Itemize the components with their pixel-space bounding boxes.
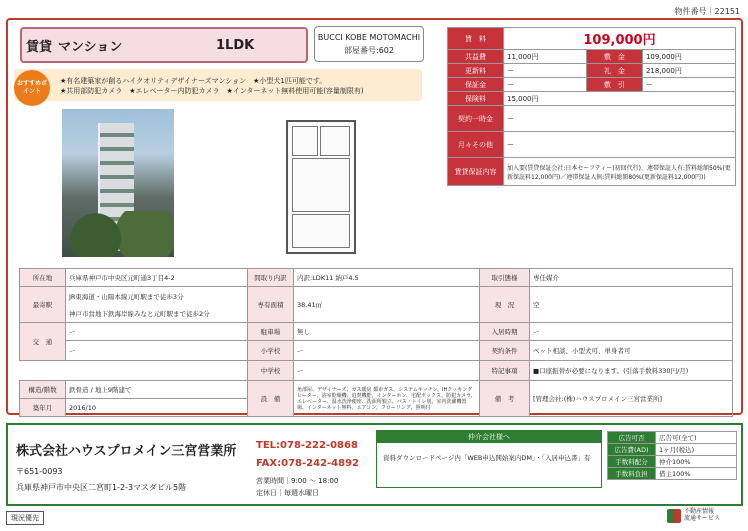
company-name: 株式会社ハウスプロメイン三宮営業所 <box>16 444 237 459</box>
structure-value: 鉄骨造 / 地上9階建て <box>66 381 248 399</box>
transport-1: ー <box>66 323 248 341</box>
ad-label: 広告可否 <box>608 432 656 444</box>
amortization-value: ー <box>642 78 735 92</box>
rent-type: 賃貸 <box>26 39 53 55</box>
recommend-badge-icon: おすすめポイント <box>14 70 50 106</box>
structure-label: 構造/階数 <box>20 381 66 399</box>
transport-2: ー <box>66 341 248 361</box>
contract-fee-value: ー <box>504 106 736 132</box>
rent-value: 109,000円 <box>504 28 736 50</box>
contract-fee-label: 契約一時金 <box>448 106 504 132</box>
holiday-value: 毎週水曜日 <box>284 489 319 497</box>
junior-value: ー <box>294 361 480 381</box>
priority-badge: 現況優先 <box>6 511 44 525</box>
guarantor-label: 賃貸保証内容 <box>448 158 504 186</box>
recommend-line-1: ★有名建築家が創るハイクオリティデザイナーズマンション ★小型犬1匹可能です。 <box>60 77 327 85</box>
business-hours: 営業時間｜9:00 ～ 18:00 <box>256 477 339 485</box>
station-1: JR東海道・山陽本線元町駅まで徒歩3分 <box>69 292 184 301</box>
logo-line-1: 不動産情報 <box>684 508 715 515</box>
deposit-value: 109,000円 <box>642 50 735 64</box>
fee-burden-label: 手数料負担 <box>608 468 656 480</box>
hours-label: 営業時間 <box>256 477 284 485</box>
floor-plan-image <box>286 120 356 254</box>
fee-table <box>607 431 737 480</box>
detail-table <box>19 268 733 417</box>
built-value: 2016/10 <box>66 399 248 417</box>
property-number: 物件番号｜22151 <box>674 7 740 16</box>
common-fee-value: 11,000円 <box>504 50 587 64</box>
logo-line-2: 流通サービス <box>684 515 721 522</box>
parking-label: 駐車場 <box>248 323 294 341</box>
transaction-label: 取引態様 <box>480 269 530 287</box>
ad-amount-value: 1ヶ月(税込) <box>656 444 737 456</box>
insurance-label: 保険料 <box>448 92 504 106</box>
status-label: 現 況 <box>480 287 530 323</box>
holiday-label: 定休日 <box>256 489 277 497</box>
movein-label: 入居時期 <box>480 323 530 341</box>
transaction-value: 専任媒介 <box>530 269 733 287</box>
guarantor-value: 加入要(賃貸保証会社:日本セーフティー(初回代行)、連帯保証人有:賃料総額50%(更新保証料12,000円)／連帯保証人無:賃料総額80%(更新保証料12,000円)) <box>504 158 736 186</box>
hours-value: 9:00 ～ 18:00 <box>291 477 339 485</box>
logo-icon <box>667 509 681 523</box>
area-value: 38.41㎡ <box>294 287 480 323</box>
equipment-value: 角部屋、デザイナーズ、ガス暖房 都市ガス、システムキッチン、IHクッキングヒーター、浴室乾燥機、追焚機能、インターホン、宅配ボックス、防犯カメラ、エレベーター、温水洗浄便座、洗面所独立、バス・トイレ別、室内洗濯機置場、インターネット無料、エアコン、フローリング、照明付 <box>294 381 480 417</box>
conditions-label: 契約条件 <box>480 341 530 361</box>
transport-label: 交 通 <box>20 323 66 361</box>
elementary-label: 小学校 <box>248 341 294 361</box>
parking-value: 無し <box>294 323 480 341</box>
address-label: 所在地 <box>20 269 66 287</box>
holiday: 定休日｜毎週水曜日 <box>256 489 319 497</box>
broker-body: 資料ダウンロードページ内「WEB申込開始案内DM」・「入居申込書」有 <box>383 454 591 462</box>
fee-distribution-label: 手数料配分 <box>608 456 656 468</box>
monthly-other-value: ー <box>504 132 736 158</box>
property-title <box>20 27 308 63</box>
renewal-label: 更新料 <box>448 64 504 78</box>
recommend-line-2: ★共用部防犯カメラ ★エレベーター内防犯カメラ ★インターネット無料使用可能(容量制限有) <box>60 87 364 95</box>
company-address: 兵庫県神戸市中央区二宮町1-2-3マスダビル5階 <box>16 483 187 492</box>
company-logo <box>684 508 720 522</box>
property-kind: マンション <box>58 39 123 55</box>
key-money-label: 礼 金 <box>586 64 642 78</box>
address-value: 兵庫県神戸市中央区元町通3丁目4-2 <box>66 269 248 287</box>
amortization-label: 敷 引 <box>586 78 642 92</box>
property-sheet <box>6 18 743 415</box>
movein-value: ー <box>530 323 733 341</box>
monthly-other-label: 月々その他 <box>448 132 504 158</box>
notes-label: 備 考 <box>480 381 530 417</box>
guarantee-label: 保証金 <box>448 78 504 92</box>
company-tel: TEL:078-222-0868 <box>256 440 358 451</box>
company-fax: FAX:078-242-4892 <box>256 458 360 469</box>
fee-burden-value: 借主100% <box>656 468 737 480</box>
key-money-value: 218,000円 <box>642 64 735 78</box>
equipment-label: 設 備 <box>248 381 294 417</box>
ad-amount-label: 広告費(AD) <box>608 444 656 456</box>
conditions-value: ペット相談、小型犬可、単身者可 <box>530 341 733 361</box>
station-2: 神戸市営地下鉄海岸線みなと元町駅まで徒歩2分 <box>69 309 210 318</box>
junior-label: 中学校 <box>248 361 294 381</box>
deposit-label: 敷 金 <box>586 50 642 64</box>
insurance-value: 15,000円 <box>504 92 736 106</box>
elementary-value: ー <box>294 341 480 361</box>
renewal-value: ー <box>504 64 587 78</box>
built-label: 築年月 <box>20 399 66 417</box>
price-table <box>447 27 736 186</box>
broker-notice <box>376 430 602 488</box>
special-value: ■口座振替が必要になります。(引落手数料330円/月) <box>530 361 733 381</box>
ad-value: 広告可(全て) <box>656 432 737 444</box>
broker-header: 仲介会社様へ <box>377 431 601 443</box>
building-name: BUCCI KOBE MOTOMACHI <box>317 33 421 42</box>
area-label: 専有面積 <box>248 287 294 323</box>
building-box <box>314 26 424 62</box>
room-number: 部屋番号:602 <box>344 46 394 55</box>
special-label: 特記事項 <box>480 361 530 381</box>
floorplan-value: 内訳:LDK11 納戸4.5 <box>294 269 480 287</box>
property-layout: 1LDK <box>216 37 255 53</box>
recommend-box <box>14 69 422 101</box>
company-zip: 〒651-0093 <box>16 467 63 476</box>
company-footer <box>6 423 743 506</box>
building-photo <box>62 109 174 257</box>
guarantee-value: ー <box>504 78 587 92</box>
status-value: 空 <box>530 287 733 323</box>
notes-value: [管理会社:(株)ハウスプロメイン三宮営業所] <box>530 381 733 417</box>
fee-distribution-value: 仲介100% <box>656 456 737 468</box>
rent-label: 賃 料 <box>448 28 504 50</box>
station-label: 最寄駅 <box>20 287 66 323</box>
floorplan-label: 間取り内訳 <box>248 269 294 287</box>
common-fee-label: 共益費 <box>448 50 504 64</box>
